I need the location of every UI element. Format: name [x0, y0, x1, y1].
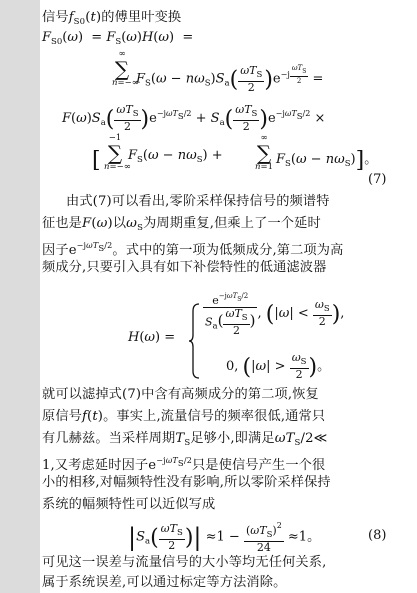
equation-7-line-4-mid: $F_S(\omega - n\omega_S)$ +: [128, 148, 223, 165]
sum-symbol-3: ∞ ∑ n=1: [254, 133, 273, 172]
equation-7-line-2: $F_S(\omega - n\omega_S)S_a$( $\frac{\omega T_S}{2}$ )$e^{-j \frac{\omega T_S}{2}}$ =: [136, 63, 324, 94]
equation-7-line-4: [: [92, 148, 101, 173]
paragraph-2-line-5: 小的相移,对幅频特性没有影响,所以零阶采样保持: [42, 475, 331, 490]
paragraph-1-line-4: 频成分,只要引入具有如下补偿特性的低通滤波器: [42, 260, 327, 275]
piecewise-case-1: $e^{-j\omega T_S/2}$ $S_a$( $\frac{\omega T_S}{2}$ ) , (|ω| < $\frac{\omega_S}{2}$ ),: [205, 292, 345, 337]
paragraph-2-line-2: 原信号f(t)。事实上,流量信号的频率很低,通常只: [42, 409, 326, 424]
sum-symbol-1: ∞ ∑ n=−∞: [112, 49, 139, 88]
text-segment: 因子: [42, 243, 69, 258]
paragraph-2-line-6: 系统的幅频特性可以近似写成: [42, 497, 216, 512]
text-segment: 。事实上,流量信号的频率很低,通常只: [103, 409, 326, 424]
piecewise-case-2: 0, (|ω| > $\frac{\omega_S}{2}$ )。: [226, 351, 331, 381]
text-segment: 征也是: [42, 216, 83, 231]
paragraph-2-line-1: 就可以滤掉式(7)中含有高频成分的第二项,恢复: [42, 387, 319, 402]
text-segment: 原信号: [42, 409, 83, 424]
paragraph-1-line-2: 征也是F(ω)以$\omega_S$为周期重复,但乘上了一个延时: [42, 216, 321, 233]
equation-8: $|S_a$( $\frac{\omega T_S}{2}$ )| ≈1 − $\frac{(\omega T_S)^2}{24}$ ≈1。: [128, 521, 321, 554]
heading-tail-text: 的傅里叶变换: [101, 10, 182, 25]
h-omega-label: H(ω) =: [128, 330, 176, 345]
equation-7-line-3: $F(\omega)S_a$( $\frac{\omega T_S}{2}$ )$e^{-j\omega T_S/2} + S_a$( $\frac{\omega T_S}{2}$ )$e^{-j\omega T_S/2}$ ×: [62, 103, 326, 133]
paragraph-1-line-1: 由式(7)可以看出,零阶采样保持信号的频谱特: [66, 194, 330, 209]
equation-7-number: (7): [368, 172, 387, 187]
paragraph-3-line-1: 可见这一误差与流量信号的大小等均无任何关系,: [42, 555, 327, 570]
paragraph-1-line-3: 因子$e^{-j\omega T_S/2}$。式中的第一项为低频成分,第二项为高: [42, 241, 344, 258]
paragraph-3-line-2: 属于系统误差,可以通过标定等方法消除。: [42, 575, 287, 590]
equation-7-line-1: $F_{S0}(\omega) = F_S(\omega)H(\omega)$ =: [42, 30, 194, 47]
left-margin-gutter: [0, 0, 40, 593]
text-segment: 为周期重复,但乘上了一个延时: [143, 216, 321, 231]
text-segment: 。式中的第一项为低频成分,第二项为高: [112, 243, 344, 258]
paragraph-2-line-4: 1,又考虑延时因子$e^{-j\omega T_S/2}$只是使信号产生一个很: [42, 456, 326, 473]
paragraph-2-line-3: 有几赫兹。当采样周期$T_S$足够小,即满足$\omega T_S/2≪$: [42, 431, 328, 448]
text-segment: 只是使信号产生一个很: [191, 458, 326, 473]
heading-line: 信号$f_{S0}(t)$的傅里叶变换: [42, 10, 182, 27]
left-brace-icon: [188, 303, 200, 379]
text-segment: 有几赫兹。当采样周期: [42, 431, 176, 446]
text-segment: 足够小,即满足: [190, 431, 275, 446]
text-segment: 1,又考虑延时因子: [42, 458, 149, 473]
equation-7-line-4-end: $F_S(\omega - n\omega_S)$]。: [276, 148, 378, 173]
heading-text: 信号: [42, 10, 69, 25]
equation-8-number: (8): [368, 528, 387, 543]
text-segment: 以: [112, 216, 127, 231]
sum-symbol-2: −1 ∑ n=−∞: [104, 133, 131, 172]
